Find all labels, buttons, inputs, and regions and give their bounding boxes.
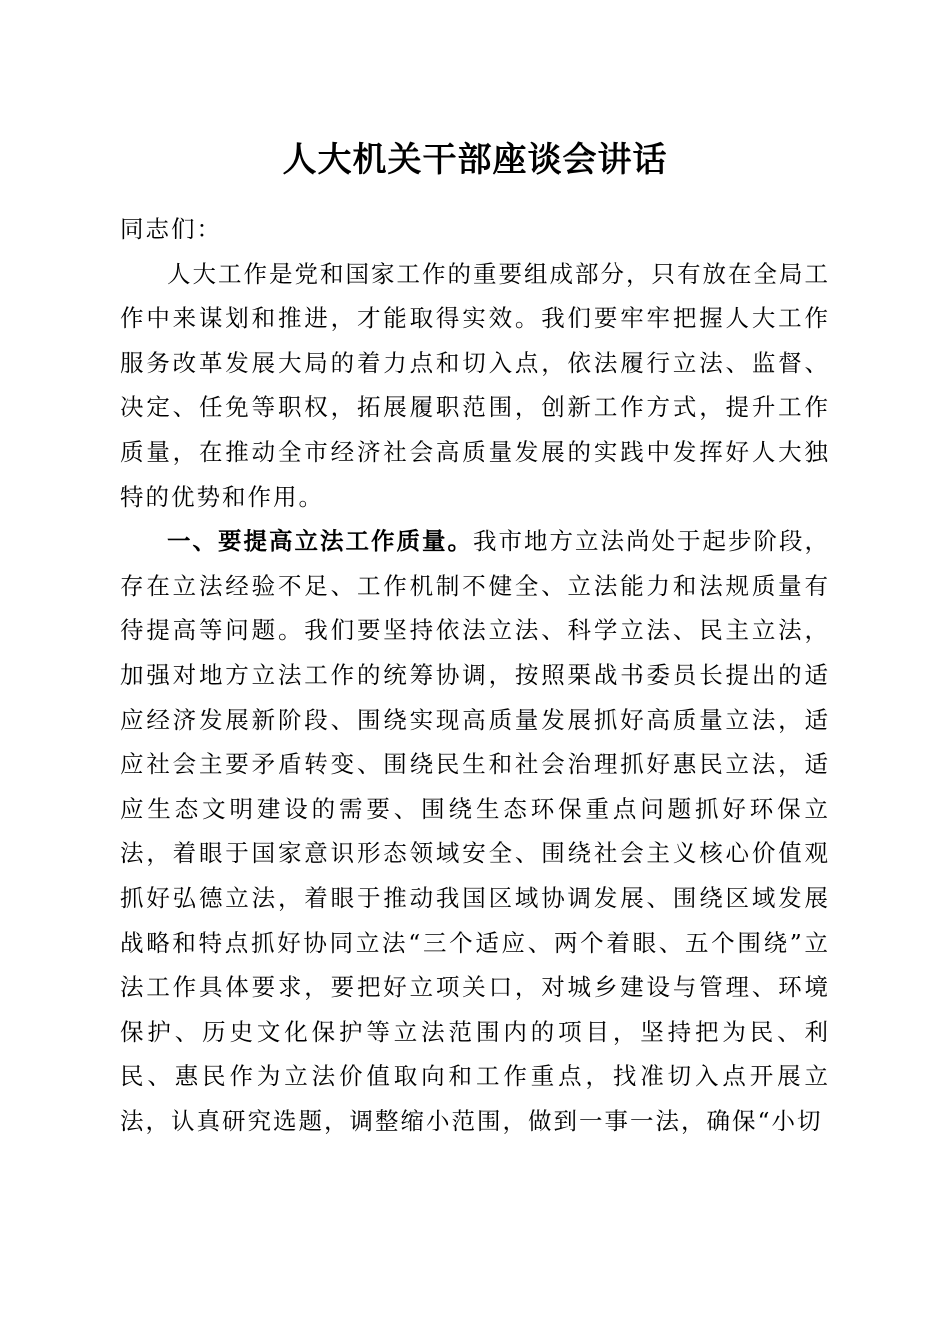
document-title: 人大机关干部座谈会讲话 [282, 140, 668, 180]
paragraph-intro-text: 人大工作是党和国家工作的重要组成部分，只有放在全局工作中来谋划和推进，才能取得实效。我们要牢牢把握人大工作服务改革发展大局的着力点和切入点，依法履行立法、监督、决定、任免等职权，拓展履职范围，创新工作方式，提升工作质量，在推动全市经济社会高质量发展的实践中发挥好人大独特的优势和作用。 [120, 259, 830, 511]
paragraph-section-one [120, 519, 830, 1143]
salutation: 同志们： [120, 215, 222, 243]
document-body [120, 200, 830, 1143]
section-one-heading: 一、要提高立法工作质量。 [167, 527, 473, 556]
paragraph-intro [120, 252, 830, 520]
section-one-text: 我市地方立法尚处于起步阶段，存在立法经验不足、工作机制不健全、立法能力和法规质量有待提高等问题。我们要坚持依法立法、科学立法、民主立法，加强对地方立法工作的统筹协调，按照栗战书委员长提出的适应经济发展新阶段、围绕实现高质量发展抓好高质量立法，适应社会主要矛盾转变、围绕民生和社会治理抓好惠民立法，适应生态文明建设的需要、围绕生态环保重点问题抓好环保立法，着眼于国家意识形态领域安全、围绕社会主义核心价值观抓好弘德立法，着眼于推动我国区域协调发展、围绕区域发展战略和特点抓好协同立法“三个适应、两个着眼、五个围绕”立法工作具体要求，要把好立项关口，对城乡建设与管理、环境保护、历史文化保护等立法范围内的项目，坚持把为民、利民、惠民作为立法价值取向和工作重点，找准切入点开展立法，认真研究选题，调整缩小范围，做到一事一法，确保“小切 [120, 527, 830, 1135]
